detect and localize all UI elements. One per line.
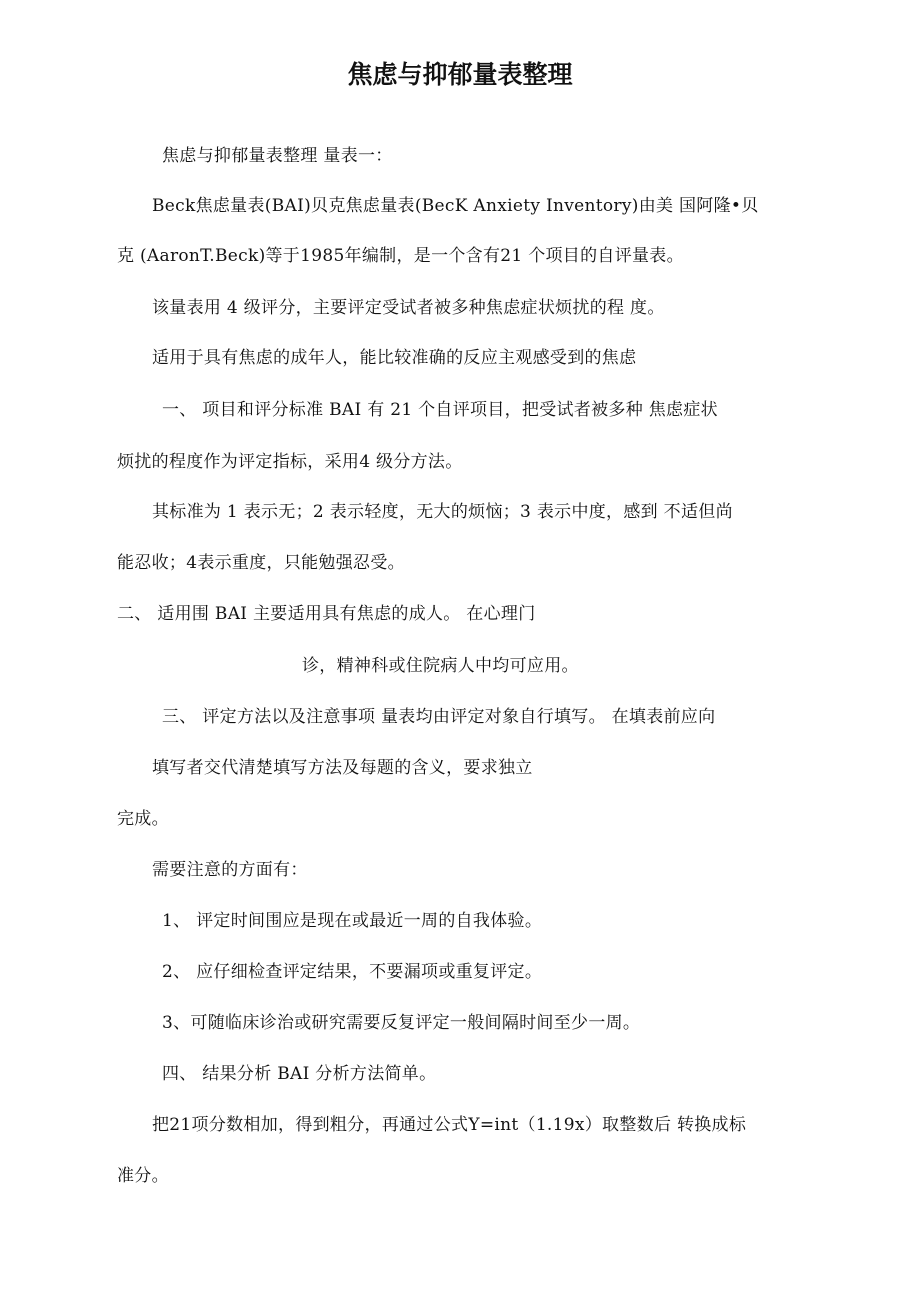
paragraph-line: 2、 应仔细检查评定结果，不要漏项或重复评定。 bbox=[162, 962, 543, 982]
paragraph-line: 完成。 bbox=[117, 809, 169, 829]
paragraph-line: 诊，精神科或住院病人中均可应用。 bbox=[302, 656, 579, 676]
paragraph-line: 该量表用 4 级评分，主要评定受试者被多种焦虑症状烦扰的程 度。 bbox=[152, 298, 665, 318]
paragraph-line: 填写者交代清楚填写方法及每题的含义，要求独立 bbox=[152, 758, 533, 778]
document-title: 焦虑与抑郁量表整理 bbox=[347, 60, 573, 89]
paragraph-line: 二、 适用围 BAI 主要适用具有焦虑的成人。 在心理门 bbox=[117, 604, 536, 624]
paragraph-line: 能忍收；4表示重度，只能勉强忍受。 bbox=[117, 553, 405, 573]
paragraph-line: 1、 评定时间围应是现在或最近一周的自我体验。 bbox=[162, 911, 543, 931]
paragraph-line: 3、可随临床诊治或研究需要反复评定一般间隔时间至少一周。 bbox=[162, 1013, 641, 1033]
paragraph-line: 克 (AaronT.Beck)等于1985年编制，是一个含有21 个项目的自评量表。 bbox=[117, 246, 684, 266]
paragraph-line: 三、 评定方法以及注意事项 量表均由评定对象自行填写。 在填表前应向 bbox=[162, 707, 716, 727]
paragraph-line: Beck焦虑量表(BAI)贝克焦虑量表(BecK Anxiety Inventory)由美 国阿隆•贝 bbox=[152, 196, 759, 216]
paragraph-line: 焦虑与抑郁量表整理 量表一： bbox=[162, 146, 393, 166]
paragraph-line: 准分。 bbox=[117, 1166, 169, 1186]
paragraph-line: 需要注意的方面有： bbox=[152, 860, 308, 880]
paragraph-line: 适用于具有焦虑的成年人，能比较准确的反应主观感受到的焦虑 bbox=[152, 348, 637, 368]
paragraph-line: 烦扰的程度作为评定指标，采用4 级分方法。 bbox=[117, 452, 463, 472]
paragraph-line: 其标准为 1 表示无；2 表示轻度，无大的烦恼；3 表示中度，感到 不适但尚 bbox=[152, 502, 733, 522]
paragraph-line: 把21项分数相加，得到粗分，再通过公式Y=int（1.19x）取整数后 转换成标 bbox=[152, 1115, 747, 1135]
paragraph-line: 四、 结果分析 BAI 分析方法简单。 bbox=[162, 1064, 437, 1084]
paragraph-line: 一、 项目和评分标准 BAI 有 21 个自评项目，把受试者被多种 焦虑症状 bbox=[162, 400, 718, 420]
